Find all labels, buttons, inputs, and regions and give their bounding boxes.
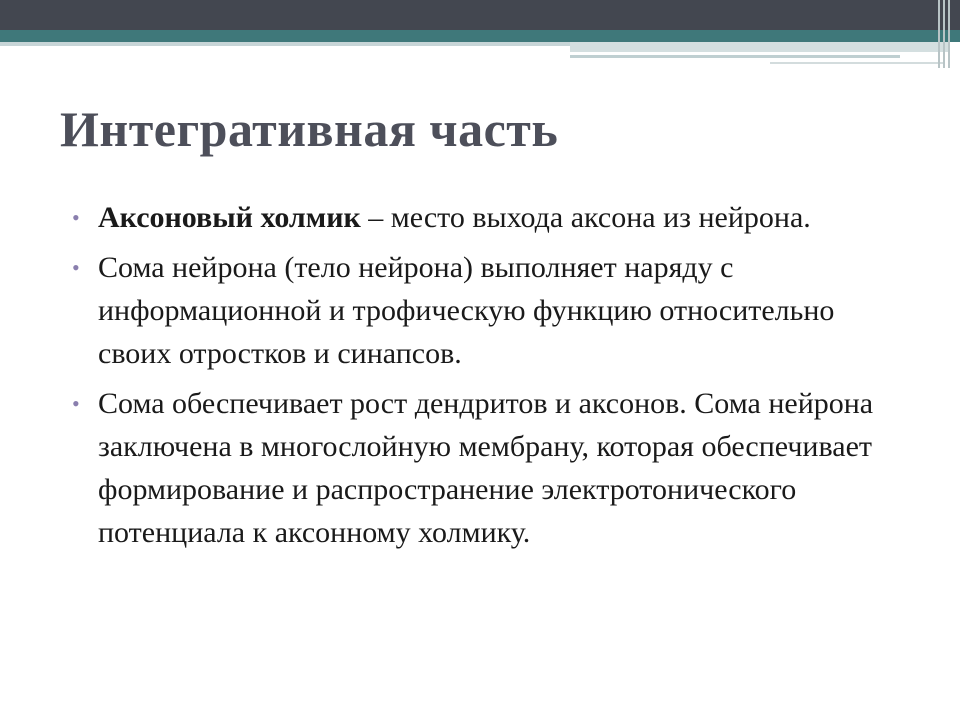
- bullet-dot-icon: •: [72, 391, 80, 416]
- bullet-dot-icon: •: [72, 255, 80, 280]
- header-thin-line-short: [770, 62, 945, 64]
- bullet-term: Аксоновый холмик: [98, 201, 361, 234]
- header-thin-line: [570, 55, 900, 58]
- bullet-dot-icon: •: [72, 205, 80, 230]
- bullet-list: [70, 196, 900, 561]
- bullet-text: Сома нейрона (тело нейрона) выполняет наряду с информационной и трофическую функцию относительно своих отростков и синапсов.: [98, 251, 835, 370]
- bullet-text: Сома обеспечивает рост дендритов и аксонов. Сома нейрона заключена в многослойную мембрану, которая обеспечивает формирование и распространение электротонического потенциала к аксонному холмику.: [98, 387, 874, 549]
- bullet-item-soma-growth: [70, 382, 900, 554]
- header-dark-bar: [0, 0, 960, 30]
- header-edge-lines: [938, 0, 950, 68]
- header-light-stripe-right: [570, 42, 950, 52]
- header-light-stripe-left: [0, 42, 570, 46]
- bullet-text: – место выхода аксона из нейрона.: [360, 201, 811, 234]
- bullet-item-axon-hillock: [70, 196, 900, 239]
- bullet-item-soma-function: [70, 246, 900, 375]
- header-teal-stripe: [0, 30, 960, 42]
- slide-title: Интегративная часть: [60, 101, 559, 157]
